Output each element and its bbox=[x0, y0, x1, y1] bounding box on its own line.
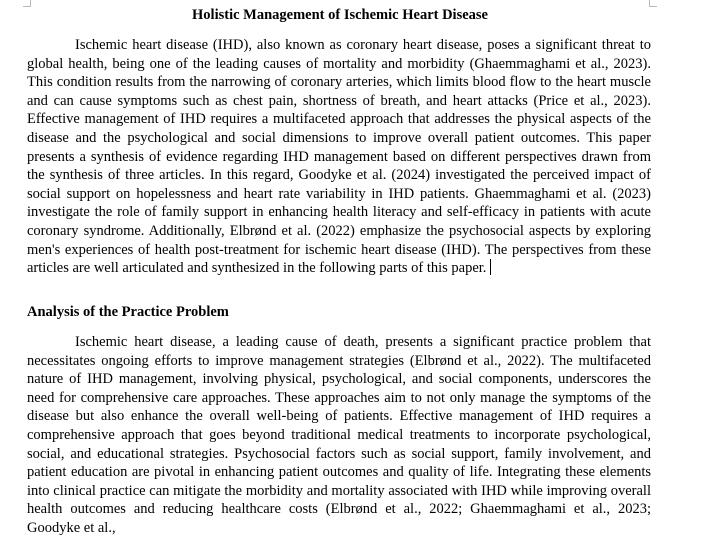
intro-paragraph[interactable] bbox=[27, 36, 651, 278]
text-cursor bbox=[490, 259, 491, 275]
document-title[interactable]: Holistic Management of Ischemic Heart Disease bbox=[192, 7, 488, 23]
analysis-paragraph[interactable]: Ischemic heart disease, a leading cause of death, presents a significant practice problem that necessitates ongoing efforts to improve management strategies (Elbrønd et al., 2022). The multifaceted nature of IHD management, involving physical, psychological, and social components, underscores the need for comprehensive care approaches. These approaches aim to not only manage the symptoms of the disease but also enhance the overall well-being of patients. Effective management of IHD requires a comprehensive approach that goes beyond traditional medical treatments to incorporate psychological, social, and educational strategies. Psychosocial factors such as social support, family involvement, and patient education are pivotal in enhancing patient outcomes and quality of life. Integrating these elements into clinical practice can mitigate the morbidity and mortality associated with IHD while improving overall health outcomes and reducing healthcare costs (Elbrønd et al., 2022; Ghaemmaghami et al., 2023; Goodyke et al., bbox=[27, 334, 651, 535]
intro-paragraph-text[interactable]: Ischemic heart disease (IHD), also known as coronary heart disease, poses a significant threat to global health, being one of the leading causes of mortality and morbidity (Ghaemmaghami et al., 2023). This condition results from the narrowing of coronary arteries, which limits blood flow to the heart muscle and can cause symptoms such as chest pain, shortness of breath, and heart attacks (Price et al., 2023). Effective management of IHD requires a multifaceted approach that addresses the physical aspects of the disease and the psychological and social dimensions to improve overall patient outcomes. This paper presents a synthesis of evidence regarding IHD management based on different perspectives drawn from the synthesis of three articles. In this regard, Goodyke et al. (2024) investigated the perceived impact of social support on hopelessness and heart rate variability in IHD patients. Ghaemmaghami et al. (2023) investigate the role of family support in enhancing health literacy and self-efficacy in patients with acute coronary syndrome. Additionally, Elbrønd et al. (2022) emphasize the psychosocial aspects by exploring men's experiences of health post-treatment for ischemic heart disease (IHD). The perspectives from these articles are well articulated and synthesized in the following parts of this paper. bbox=[27, 37, 651, 277]
section-heading-analysis[interactable]: Analysis of the Practice Problem bbox=[27, 304, 229, 320]
